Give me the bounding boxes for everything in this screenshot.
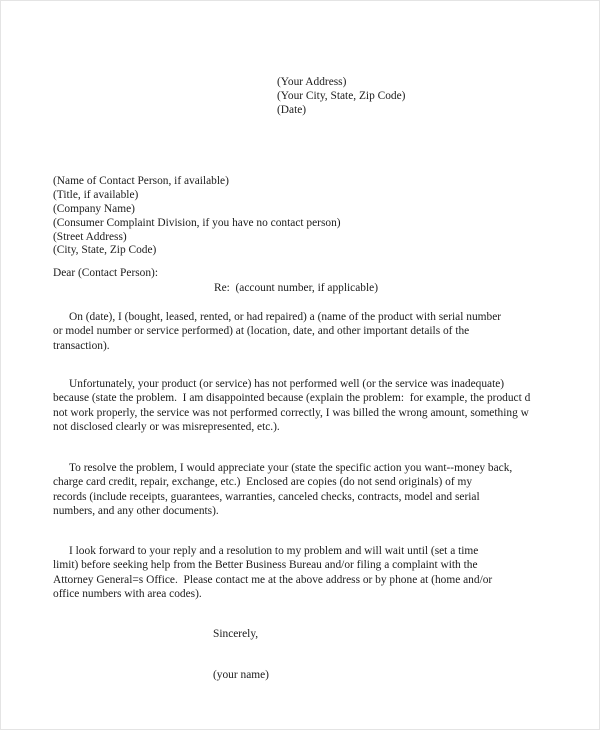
paragraph-line: office numbers with area codes). (53, 588, 202, 601)
paragraph-line: not work properly, the service was not performed correctly, I was billed the wrong amount, something w (53, 406, 529, 419)
sender-city-state-zip: (Your City, State, Zip Code) (277, 89, 406, 102)
paragraph-line: I look forward to your reply and a resolution to my problem and will wait until (set a time (69, 545, 479, 557)
salutation: Dear (Contact Person): (53, 267, 159, 279)
recipient-title: (Title, if available) (53, 188, 139, 201)
paragraph-purchase-details (53, 310, 501, 353)
paragraph-line: records (include receipts, guarantees, warranties, canceled checks, contracts, model and serial (53, 490, 480, 503)
paragraph-resolution (53, 461, 512, 519)
recipient-contact-name: (Name of Contact Person, if available) (53, 175, 229, 187)
recipient-division: (Consumer Complaint Division, if you have no contact person) (53, 216, 341, 229)
reference-line: Re: (account number, if applicable) (214, 282, 379, 294)
recipient-street: (Street Address) (53, 230, 127, 243)
sender-block (277, 76, 405, 118)
paragraph-line: To resolve the problem, I would appreciate your (state the specific action you want--money back, (69, 462, 513, 474)
paragraph-follow-up (53, 544, 492, 602)
paragraph-line: charge card credit, repair, exchange, etc.) Enclosed are copies (do not send originals) of my (53, 476, 473, 489)
paragraph-line: transaction). (53, 339, 110, 352)
paragraph-line: numbers, and any other documents). (53, 505, 219, 518)
recipient-block (53, 175, 341, 258)
paragraph-line: or model number or service performed) at (location, date, and other important details of the (53, 325, 470, 338)
paragraph-line: Attorney General=s Office. Please contact me at the above address or by phone at (home and/or (53, 573, 493, 586)
closing: Sincerely, (213, 628, 259, 640)
letter-date: (Date) (277, 103, 307, 116)
sender-address: (Your Address) (277, 76, 347, 88)
paragraph-line: On (date), I (bought, leased, rented, or had repaired) a (name of the product with serial number (69, 311, 502, 323)
recipient-company: (Company Name) (53, 202, 135, 215)
paragraph-line: not disclosed clearly or was misrepresented, etc.). (53, 421, 280, 434)
paragraph-line: because (state the problem. I am disappointed because (explain the problem: for example, the product d (53, 392, 531, 405)
paragraph-problem (53, 377, 530, 435)
paragraph-line: limit) before seeking help from the Better Business Bureau and/or filing a complaint with the (53, 559, 478, 572)
paragraph-line: Unfortunately, your product (or service) has not performed well (or the service was inadequate) (69, 378, 505, 390)
recipient-city-state-zip: (City, State, Zip Code) (53, 244, 157, 257)
signature-name: (your name) (213, 669, 269, 681)
